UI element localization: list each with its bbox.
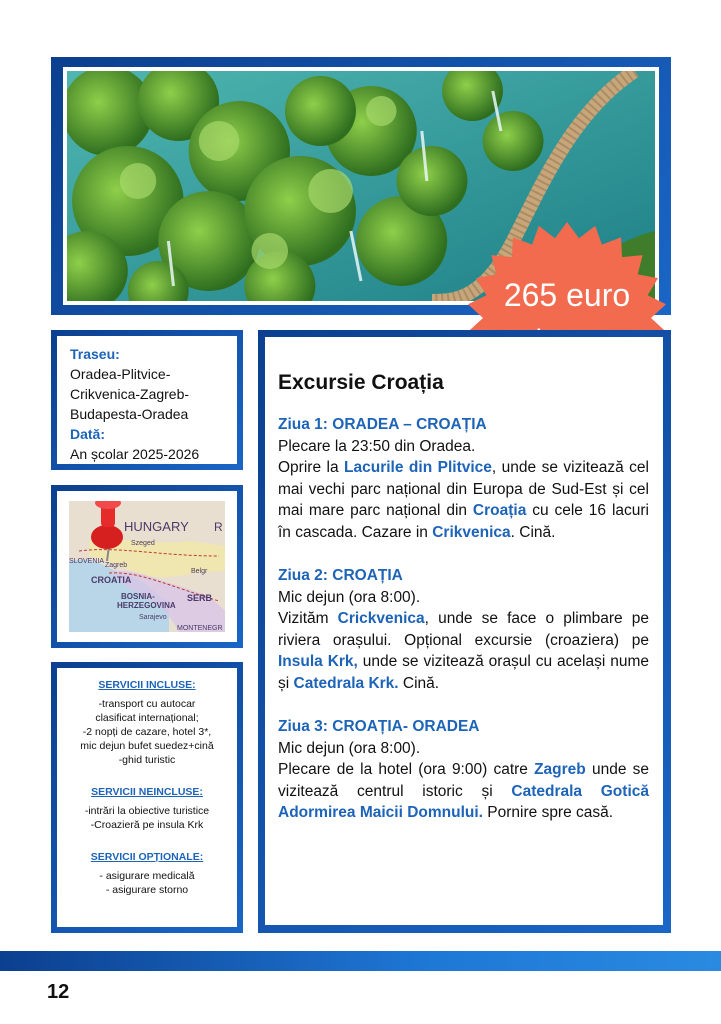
map-box: [51, 485, 243, 648]
route-line-1: Oradea-Plitvice-: [70, 366, 171, 382]
map-label-hungary: HUNGARY: [124, 519, 189, 534]
map-label-belgrade: Belgr: [191, 568, 208, 575]
croatia-map-image: [69, 501, 225, 632]
day-2-text: unde se vizitează orașul cu același nume și: [278, 653, 649, 692]
included-item: mic dejun bufet suedez+cină: [80, 740, 214, 752]
highlight-zagreb: Zagreb: [534, 761, 586, 778]
optional-item: - asigurare storno: [105, 884, 189, 896]
day-3-text: unde se vizitează centrul istoric și: [278, 761, 649, 800]
map-label-szeged: Szeged: [131, 540, 155, 547]
route-line-3: Budapesta-Oradea: [70, 406, 189, 422]
map-label-zagreb: Zagreb: [105, 562, 128, 569]
day-2-text: Vizităm: [278, 610, 338, 627]
optional-services-list: [61, 869, 233, 897]
highlight-crickvenica: Crickvenica: [337, 610, 425, 627]
day-3-description: [278, 759, 649, 824]
date-value: An școlar 2025-2026: [70, 446, 200, 462]
services-box-inner: [57, 668, 237, 927]
included-item: -2 nopți de cazare, hotel 3*,: [82, 726, 212, 738]
route-box: [51, 330, 243, 470]
day-1-text: , unde se vizitează cel mai vechi parc național din Europa de Sud-Est și cel mai mare parc național din: [278, 459, 649, 519]
not-included-item: -Croazieră pe insula Krk: [90, 819, 204, 831]
price-amount: 265 euro: [503, 277, 631, 313]
highlight-plitvice: Lacurile din Plitvice: [344, 459, 492, 476]
itinerary-box-inner: [265, 337, 663, 925]
route-label: Traseu:: [70, 346, 120, 362]
day-1-text: . Cină.: [510, 523, 556, 541]
date-label: Dată:: [70, 426, 106, 442]
included-services-list: [61, 697, 233, 767]
day-1-departure: Plecare la 23:50 din Oradea.: [278, 437, 476, 455]
day-2-text: Cină.: [398, 674, 440, 692]
footer-bar: [0, 951, 721, 971]
map-label-slovenia: SLOVENIA: [69, 558, 105, 565]
itinerary-box: [258, 330, 671, 933]
highlight-croatia: Croația: [472, 502, 527, 519]
route-line-2: Crikvenica-Zagreb-: [70, 386, 190, 402]
day-2-description: [278, 608, 649, 694]
page-title: Excursie Croația: [278, 371, 444, 394]
day-2-breakfast: Mic dejun (ora 8:00).: [278, 588, 421, 606]
day-3-heading: Ziua 3: CROAȚIA- ORADEA: [278, 718, 480, 735]
route-box-inner: [57, 336, 237, 464]
day-1-heading: Ziua 1: ORADEA – CROAȚIA: [278, 416, 487, 433]
day-1-description: [278, 457, 649, 543]
optional-services-title: SERVICII OPȚIONALE:: [90, 851, 204, 863]
highlight-crikvenica: Crikvenica: [432, 523, 511, 541]
map-label-montenegro: MONTENEGR: [177, 625, 223, 632]
day-3-breakfast: Mic dejun (ora 8:00).: [278, 739, 421, 757]
day-1-text: Oprire la: [278, 459, 345, 476]
day-3-text: Pornire spre casă.: [482, 804, 614, 821]
day-2-heading: Ziua 2: CROAȚIA: [278, 567, 403, 584]
not-included-services-list: [61, 804, 233, 832]
map-box-inner: [57, 491, 237, 642]
page-number: 12: [47, 981, 70, 1003]
not-included-services-title: SERVICII NEINCLUSE:: [91, 786, 203, 798]
included-item: -transport cu autocar: [98, 698, 196, 710]
included-item: -ghid turistic: [118, 754, 176, 766]
day-2-text: , unde se face o plimbare pe riviera orașului. Opțional excursie (croaziera) pe: [278, 610, 649, 649]
services-box: [51, 662, 243, 933]
map-label-r: R: [214, 520, 223, 534]
included-item: clasificat internațional;: [95, 712, 199, 724]
optional-item: - asigurare medicală: [99, 870, 195, 882]
day-3-text: Plecare de la hotel (ora 9:00) catre: [278, 761, 535, 778]
included-services-title: SERVICII INCLUSE:: [98, 679, 196, 691]
highlight-gothic-cathedral: Catedrala Gotică Adormirea Maicii Domnului.: [278, 782, 649, 821]
map-label-bosnia: BOSNIA-: [121, 592, 155, 601]
map-label-serbia: SERB: [187, 593, 213, 603]
map-label-croatia: CROATIA: [91, 575, 132, 585]
highlight-krk-cathedral: Catedrala Krk.: [293, 674, 399, 692]
highlight-krk-island: Insula Krk,: [278, 653, 358, 670]
map-label-sarajevo: Sarajevo: [139, 614, 167, 621]
map-label-herzegovina: HERZEGOVINA: [117, 601, 176, 610]
day-1-text: cu cele 16 lacuri în cascada. Cazare in: [278, 502, 649, 541]
not-included-item: -intrări la obiective turistice: [84, 805, 210, 817]
